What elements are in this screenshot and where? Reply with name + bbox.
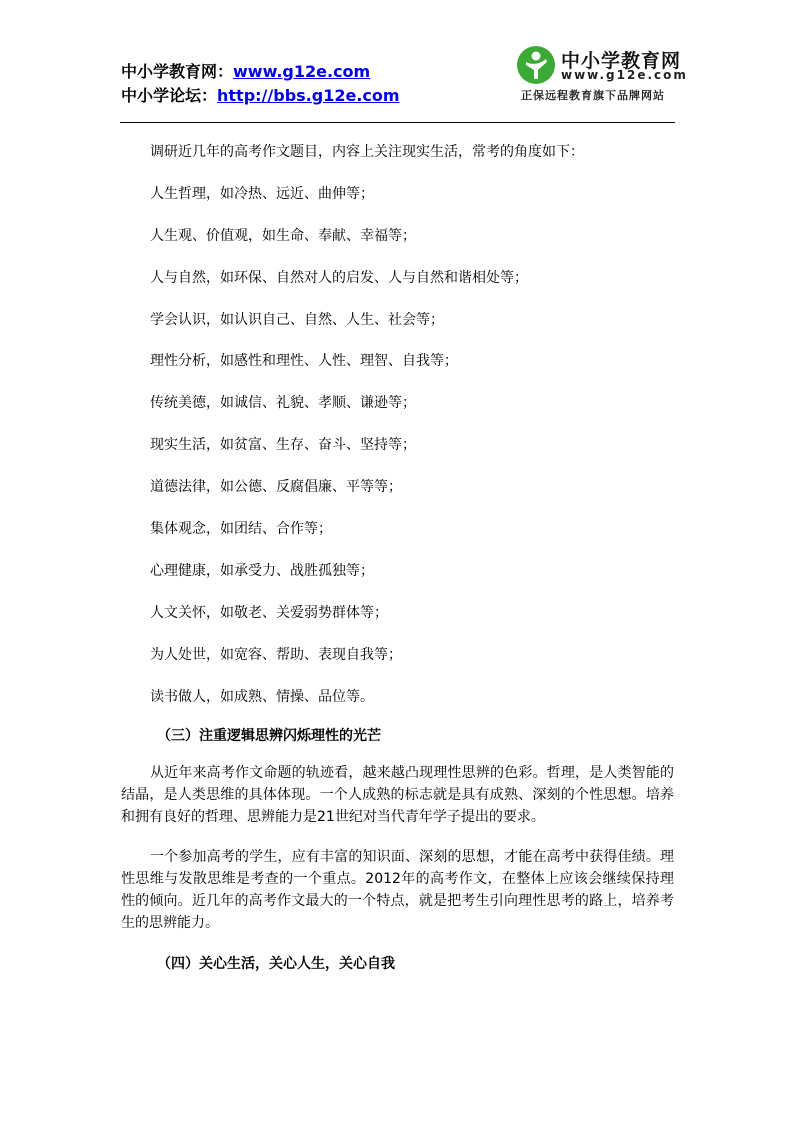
list-item: 传统美德，如诚信、礼貌、孝顺、谦逊等； [150,395,416,412]
forum-link[interactable]: http://bbs.g12e.com [217,86,400,105]
logo-url: www.g12e.com [561,68,688,82]
section4-heading: （四）关心生活，关心人生，关心自我 [157,956,395,973]
list-item: 人生观、价值观，如生命、奉献、幸福等； [150,227,416,244]
document-body [121,140,674,976]
list-item: 现实生活，如贫富、生存、奋斗、坚持等； [150,437,416,454]
list-item: 人文关怀，如敬老、关爱弱势群体等； [150,604,388,621]
logo-title: 中小学教育网 [561,50,682,72]
forum-line [121,84,400,108]
logo-slogan: 正保远程教育旗下品牌网站 [521,89,665,102]
list-item: 学会认识，如认识自己、自然、人生、社会等； [150,311,444,328]
list-item: 理性分析，如感性和理性、人性、理智、自我等； [150,353,458,370]
list-item: 道德法律，如公德、反腐倡廉、平等等； [150,479,402,496]
section3-paragraph-1: 从近年来高考作文命题的轨迹看，越来越凸现理性思辨的色彩。哲理，是人类智能的结晶，是人类思维的具体体现。一个人成熟的标志就是具有成熟、深刻的个性思想。培养和拥有良好的哲理、思辨能力是21世纪对当代青年学子提出的要求。 [121,765,674,826]
topic-list [121,140,674,726]
site-link[interactable]: www.g12e.com [233,62,371,81]
list-item: 为人处世，如宽容、帮助、表现自我等； [150,646,402,663]
header-divider [120,122,675,123]
list-item: 心理健康，如承受力、战胜孤独等； [150,562,374,579]
intro-text: 调研近几年的高考作文题目，内容上关注现实生活，常考的角度如下： [150,144,584,160]
forum-label: 中小学论坛： [121,86,218,105]
header-links [121,60,400,108]
list-item: 读书做人，如成熟、情操、品位等。 [150,688,374,705]
list-item: 人与自然，如环保、自然对人的启发、人与自然和谐相处等； [150,269,528,286]
section3-paragraph-2: 一个参加高考的学生，应有丰富的知识面、深刻的思想，才能在高考中获得佳绩。理性思维与发散思维是考查的一个重点。2012年的高考作文，在整体上应该会继续保持理性的倾向。近几年的高考作文最大的一个特点，就是把考生引向理性思考的路上，培养考生的思辨能力。 [121,849,674,932]
site-line [121,60,400,84]
logo-person-icon [517,46,555,84]
list-item: 集体观念，如团结、合作等； [150,521,332,538]
section3-heading: （三）注重逻辑思辨闪烁理性的光芒 [157,728,381,745]
list-item: 人生哲理，如冷热、远近、曲伸等； [150,185,374,202]
site-label: 中小学教育网： [121,62,234,81]
site-logo [517,44,692,104]
